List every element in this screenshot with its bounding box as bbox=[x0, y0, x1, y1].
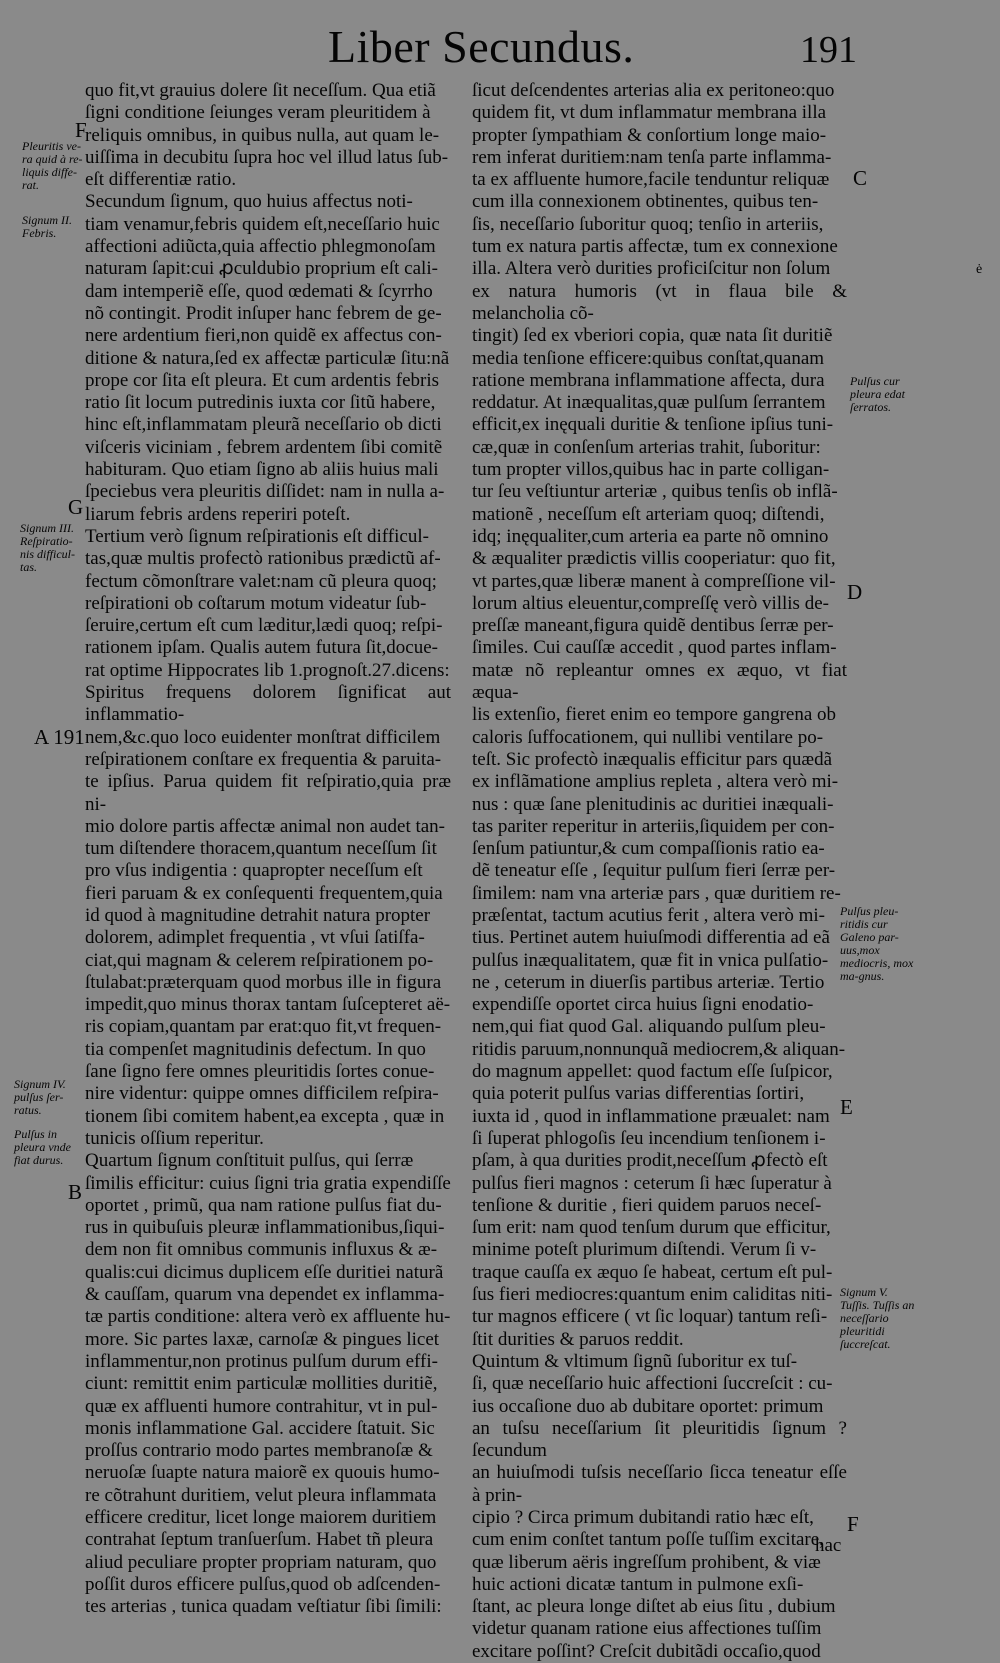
text-line: ex natura humoris (vt in flaua bile & melancholia cõ- bbox=[472, 280, 847, 324]
margin-note-pulsus-pleuritidis: Pulſus pleu-ritidis cur Galeno par-uus,mox mediocris, mox ma-gnus. bbox=[840, 904, 914, 983]
text-line: nem,&c.quo loco euidenter monſtrat difficilem bbox=[85, 726, 441, 748]
text-line: an huiuſmodi tuſsis neceſſario ſicca teneatur eſſe à prin- bbox=[472, 1462, 847, 1506]
text-line: pſam, à qua durities prodit,neceſſum ꝓfectò eſt bbox=[472, 1150, 828, 1172]
text-line: quidem fit, vt dum inflammatur membrana illa bbox=[472, 102, 827, 124]
text-line: impedit,quo minus thorax tantam ſuſcepteret aë- bbox=[85, 994, 451, 1016]
text-line: pulſus fieri magnos : ceterum ſi hæc ſuperatur à bbox=[472, 1172, 832, 1194]
text-line: pro vſus indigentia : quapropter neceſſum eſt bbox=[85, 860, 423, 882]
page-number: 191 bbox=[800, 29, 857, 71]
text-line: reddatur. At inæqualitas,quæ pulſum ſerrantem bbox=[472, 392, 826, 414]
text-line: fectum cõmonſtrare valet:nam cũ pleura quoq; bbox=[85, 570, 437, 592]
text-line: huic actioni dicatæ tantum in pulmone exſi- bbox=[472, 1573, 804, 1595]
text-line: efficit,ex inęquali duritie & tenſione ipſius tuni- bbox=[472, 414, 834, 436]
text-line: præſentat, tactum acutius ferit , altera verò mi- bbox=[472, 904, 825, 926]
section-letter-f2: F bbox=[847, 1512, 859, 1536]
section-letter-b: B bbox=[68, 1180, 83, 1204]
text-line: mio dolore partis affectæ animal non audet tan- bbox=[85, 815, 446, 837]
text-line: ciat,qui magnam & celerem reſpirationem po- bbox=[85, 949, 434, 971]
text-line: cum enim conſtet tantum poſſe tuſſim excitare, bbox=[472, 1529, 824, 1551]
text-line: fieri paruam & ex conſequenti frequentem,quia bbox=[85, 882, 443, 904]
text-line: illa. Altera verò durities proficiſcitur non ſolum bbox=[472, 258, 831, 280]
text-line: ſigni conditione ſeiunges veram pleuritidem à bbox=[85, 102, 431, 124]
text-line: tenſione & duritie , fieri quidem paruos neceſ- bbox=[472, 1194, 822, 1216]
text-line: tius. Pertinet autem huiuſmodi differentia ad eã bbox=[472, 927, 830, 949]
text-line: tes arterias , tunica quadam veſtiatur ſibi ſimili: bbox=[85, 1596, 442, 1618]
margin-note-signum-2: Signum II. Febris. bbox=[22, 213, 72, 240]
text-line: rat optime Hippocrates lib 1.prognoſt.27.dicens: bbox=[85, 659, 450, 681]
text-line: poſſit duros efficere pulſus,quod ob adſcenden- bbox=[85, 1573, 441, 1595]
text-line: cæ,quæ in conſenſum arterias trahit, ſuboritur: bbox=[472, 436, 821, 458]
text-line: lis extenſio, fieret enim eo tempore gangrena ob bbox=[472, 704, 837, 726]
text-line: tingit) ſed ex vberiori copia, quæ nata ſit duritiẽ bbox=[472, 325, 833, 347]
text-line: ne , ceterum in diuerſis partibus arteriæ. Tertio bbox=[472, 971, 825, 993]
text-line: nus : quæ ſane plenitudinis ac duritiei inæquali- bbox=[472, 793, 834, 815]
running-title: Liber Secundus. bbox=[328, 21, 635, 72]
text-line: Secundum ſignum, quo huius affectus noti- bbox=[85, 191, 413, 213]
text-line: teſt. Sic profectò inæqualis efficitur pars quædã bbox=[472, 748, 833, 770]
margin-note-pulsus-durus: Pulſus in pleura vnde fiat durus. bbox=[14, 1127, 71, 1167]
text-line: excitare poſſint? Creſcit dubitãdi occaſio,quod bbox=[472, 1640, 821, 1662]
text-line: Spiritus frequens dolorem ſignificat aut inflammatio- bbox=[85, 682, 451, 726]
text-line: tunicis oſſium reperitur. bbox=[85, 1127, 264, 1149]
text-line: qualis:cui dicimus duplicem eſſe duritiei naturã bbox=[85, 1261, 444, 1283]
text-line: efficere creditur, licet longe maiorem duritiem bbox=[85, 1507, 437, 1528]
text-line: ſis, neceſſario ſuboritur quoq; tenſio in arteriis, bbox=[472, 213, 824, 235]
text-line: tionem ſibi comitem habent,ea excepta , quæ in bbox=[85, 1105, 445, 1127]
text-line: tur ſeu veſtiuntur arteriæ , quibus tenſis ob inflã- bbox=[472, 481, 838, 503]
text-line: ris copiam,quantam par erat:quo fit,vt frequen- bbox=[85, 1016, 442, 1038]
text-line: monis inflammatione Gal. accidere ſtatuit. Sic bbox=[85, 1417, 435, 1439]
side-mark: ė bbox=[976, 262, 983, 277]
text-line: iuxta id , quod in inflammatione præualet: nam bbox=[472, 1105, 830, 1127]
text-line: tas,quæ multis profectò rationibus prædictũ af- bbox=[85, 548, 441, 570]
margin-note-pulsus-serratos: Pulſus cur pleura edat ſerratos. bbox=[850, 374, 905, 414]
section-letter-e: E bbox=[840, 1095, 853, 1119]
text-line: viſceris viciniam , febrem ardentem ſibi comitẽ bbox=[85, 436, 443, 458]
text-line: nere ardentium fieri,non quidẽ ex affectus con- bbox=[85, 325, 442, 347]
section-letter-g: G bbox=[68, 495, 84, 519]
section-letter-f: F bbox=[75, 118, 87, 142]
text-line: te ipſius. Parua quidem fit reſpiratio,quia præ ni- bbox=[85, 771, 451, 815]
text-line: ſtant, ac pleura longe diſtet ab eius ſitu , dubium bbox=[472, 1596, 836, 1618]
text-line: Tertium verò ſignum reſpirationis eſt difficul- bbox=[85, 525, 429, 547]
text-line: minime poteſt plurimum diſtendi. Verum ſi v- bbox=[472, 1239, 817, 1261]
text-line: ſi, quæ neceſſario huic affectioni ſuccreſcit : cu- bbox=[472, 1373, 833, 1395]
text-line: oportet , primũ, qua nam ratione pulſus fiat du- bbox=[85, 1194, 442, 1216]
text-line: nõ contingit. Prodit inſuper hanc febrem de ge- bbox=[85, 302, 442, 324]
text-line: liarum febris ardens reperiri poteſt. bbox=[85, 503, 351, 525]
text-line: tum propter villos,quibus hac in parte colligan- bbox=[472, 459, 830, 481]
text-line: an tuſsu neceſſarium ſit pleuritidis ſignum ? ſecundum bbox=[472, 1417, 847, 1462]
text-line: reſpirationi ob coſtarum motum videatur ſub- bbox=[85, 592, 427, 614]
catchword: hac bbox=[815, 1535, 842, 1556]
text-line: eſt differentiæ ratio. bbox=[85, 169, 237, 191]
text-line: ſi ſuperat phlogoſis ſeu incendium tenſionem i- bbox=[472, 1127, 826, 1149]
text-line: media tenſione efficere:quibus conſtat,quanam bbox=[472, 347, 825, 369]
text-line: ratio ſit locum putredinis iuxta cor ſitũ habere, bbox=[85, 392, 436, 414]
text-line: rem inferat duritiem:nam tenſa parte inflamma- bbox=[472, 146, 832, 168]
text-line: tas pariter reperitur in arteriis,ſiquidem per con- bbox=[472, 815, 835, 837]
text-line: quo fit,vt grauius dolere ſit neceſſum. Qua etiã bbox=[85, 80, 436, 101]
text-line: ſeruire,certum eſt cum læditur,lædi quoq; reſpi- bbox=[85, 615, 443, 637]
text-line: ditione & natura,ſed ex affectæ particulæ ſitu:nã bbox=[85, 347, 450, 369]
text-line: preſſæ maneant,figura quidẽ dentibus ſerræ per- bbox=[472, 615, 834, 637]
text-line: reſpirationem conſtare ex frequentia & paruita- bbox=[85, 748, 442, 770]
text-line: lorum altius eleuentur,compreſſę verò villis de- bbox=[472, 592, 829, 614]
text-line: habituram. Quo etiam ſigno ab aliis huius mali bbox=[85, 459, 439, 481]
text-line: ſus fieri mediocres:quantum enim caliditas niti- bbox=[472, 1284, 833, 1306]
text-line: inflammentur,non protinus pulſum durum effi- bbox=[85, 1350, 438, 1372]
text-line: dolorem, adimplet frequentia , vt vſui ſatiſfa- bbox=[85, 927, 425, 949]
text-line: ſenſum patiuntur,& cum compaſſionis ratio ea- bbox=[472, 838, 825, 860]
text-line: dẽ teneatur eſſe , ſequitur pulſum fieri ſerræ per- bbox=[472, 860, 836, 882]
text-line: ciunt: remittit enim particulæ mollities duritiẽ, bbox=[85, 1373, 438, 1395]
text-line: proſſus contrario modo partes membranoſæ & bbox=[85, 1440, 433, 1462]
text-line: traque cauſſa ex æquo ſe habeat, certum eſt pul- bbox=[472, 1261, 833, 1283]
margin-note-signum-5: Signum V. Tuſſis. Tuſſis an neceſſario pleuritidi ſuccreſcat. bbox=[840, 1285, 915, 1351]
text-line: aliud peculiare propter propriam naturam, quo bbox=[85, 1551, 437, 1573]
text-line: Quintum & vltimum ſignũ ſuboritur ex tuſ- bbox=[472, 1350, 798, 1372]
left-text-column bbox=[85, 80, 451, 1618]
text-line: tæ partis conditione: altera verò ex affluente hu- bbox=[85, 1306, 451, 1328]
text-line: & æqualiter prædictis villis cooperiatur: quo fit, bbox=[472, 548, 836, 570]
margin-note-signum-4: Signum IV. pulſus ſer-ratus. bbox=[14, 1077, 66, 1117]
text-line: idq; inęqualiter,cum arteria ea parte nõ omnino bbox=[472, 525, 829, 547]
text-line: cipio ? Circa primum dubitandi ratio hæc eſt, bbox=[472, 1507, 814, 1528]
text-line: ratione membrana inflammatione affecta, dura bbox=[472, 369, 825, 391]
right-text-column bbox=[472, 80, 847, 1663]
text-line: propter ſympathiam & conſortium longe maio- bbox=[472, 124, 827, 146]
text-line: ritidis paruum,nonnunquã mediocrem,& aliquan- bbox=[472, 1038, 846, 1060]
text-line: cum illa connexionem obtinentes, quibus ten- bbox=[472, 191, 819, 213]
text-line: nire videntur: quippe omnes difficilem reſpira- bbox=[85, 1083, 439, 1105]
text-line: dem non fit omnibus communis influxus & æ- bbox=[85, 1239, 438, 1261]
text-line: rationem ipſam. Qualis autem futura ſit,docue- bbox=[85, 637, 438, 659]
text-line: do magnum appellet: quod factum eſſe ſuſpicor, bbox=[472, 1061, 833, 1083]
text-line: prope cor ſita eſt pleura. Et cum ardentis febris bbox=[85, 369, 440, 391]
text-line: pulſus inæqualitatem, quæ fit in vnica pulſatio- bbox=[472, 949, 829, 971]
text-line: mationẽ , neceſſum eſt arteriam quoq; diſtendi, bbox=[472, 503, 825, 525]
text-line: re cõtrahunt duritiem, velut pleura inflammata bbox=[85, 1484, 437, 1506]
text-line: ſimiles. Cui cauſſæ accedit , quod partes inflam- bbox=[472, 637, 837, 659]
text-line: ex inflãmatione amplius repleta , altera verò mi- bbox=[472, 771, 839, 793]
text-line: ſimilis efficitur: cuius ſigni tria gratia expendiſſe bbox=[85, 1172, 451, 1194]
text-line: ſtit durities & paruos reddit. bbox=[472, 1328, 684, 1350]
text-line: id quod à magnitudine detrahit natura propter bbox=[85, 904, 431, 926]
text-line: quæ liberum aëris ingreſſum prohibent, & viæ bbox=[472, 1551, 821, 1573]
text-line: ius occaſione duo ab dubitare oportet: primum bbox=[472, 1395, 824, 1417]
section-letter-d: D bbox=[847, 580, 863, 604]
margin-note-pleuritis: Pleuritis ve-ra quid à re-liquis diffe-rat. bbox=[22, 139, 83, 192]
text-line: naturam ſapit:cui ꝓculdubio proprium eſt cali- bbox=[85, 258, 438, 280]
text-line: dam intemperiẽ eſſe, quod œdemati & ſcyrrho bbox=[85, 280, 433, 302]
text-line: quæ ex affluenti humore contrahitur, vt in pul- bbox=[85, 1395, 438, 1417]
text-line: contrahat ſeptum tranſuerſum. Habet tñ pleura bbox=[85, 1529, 434, 1551]
section-letter-a: A 191 bbox=[34, 725, 85, 749]
text-line: expendiſſe oportet circa huius ſigni enodatio- bbox=[472, 994, 814, 1016]
text-line: ſpeciebus vera pleuritis diſſidet: nam in nulla a- bbox=[85, 481, 445, 503]
text-line: ſum erit: nam quod tenſum durum que efficitur, bbox=[472, 1217, 831, 1239]
text-line: ta ex affluente humore,facile tenduntur reliquæ bbox=[472, 169, 830, 191]
text-line: nem,qui fiat quod Gal. aliquando pulſum pleu- bbox=[472, 1016, 826, 1038]
text-line: reliquis omnibus, in quibus nulla, aut quam le- bbox=[85, 124, 440, 146]
text-line: affectioni adiũcta,quia affectio phlegmonoſam bbox=[85, 236, 436, 258]
text-line: tur magnos efficere ( vt ſic loquar) tantum reſi- bbox=[472, 1306, 828, 1328]
text-line: tia compenſet magnitudinis defectum. In quo bbox=[85, 1038, 426, 1060]
text-line: tiam venamur,febris quidem eſt,neceſſario huic bbox=[85, 213, 440, 235]
text-line: vt partes,quæ liberæ manent à compreſſione vil- bbox=[472, 570, 836, 592]
text-line: Quartum ſignum conſtituit pulſus, qui ſerræ bbox=[85, 1150, 414, 1172]
text-line: tum diſtendere thoracem,quantum neceſſum ſit bbox=[85, 838, 437, 860]
text-line: videtur quanam ratione eius affectiones tuſſim bbox=[472, 1618, 822, 1640]
text-line: uiſſima in decubitu ſupra hoc vel illud latus ſub- bbox=[85, 146, 449, 168]
text-line: tum ex natura partis affectæ, tum ex connexione bbox=[472, 236, 838, 258]
text-line: & cauſſam, quarum vna dependet ex inflamma- bbox=[85, 1284, 445, 1306]
text-line: matæ nõ repleantur omnes ex æquo, vt fiat æqua- bbox=[472, 659, 847, 704]
text-line: ſimilem: nam vna arteriæ pars , quæ duritiem re- bbox=[472, 882, 841, 904]
text-line: hinc eſt,inflammatam pleurã neceſſario ob dicti bbox=[85, 414, 442, 436]
section-letter-c: C bbox=[853, 166, 868, 190]
text-line: ſane ſigno fere omnes pleuritidis ſortes conue- bbox=[85, 1061, 435, 1083]
margin-note-signum-3: Signum III. Reſpiratio-nis difficul-tas. bbox=[20, 521, 75, 574]
text-line: neruoſæ ſuapte natura maiorẽ ex quouis humo- bbox=[85, 1462, 440, 1484]
text-line: ſicut deſcendentes arterias alia ex peritoneo:quo bbox=[472, 80, 835, 101]
text-line: caloris ſuffocationem, qui nullibi ventilare po- bbox=[472, 726, 824, 748]
text-line: quia poterit pulſus varias differentias ſortiri, bbox=[472, 1083, 805, 1105]
text-line: ſtulabat:præterquam quod morbus ille in figura bbox=[85, 971, 442, 993]
text-line: rus in quibuſuis pleuræ inflammationibus,ſiqui- bbox=[85, 1217, 445, 1239]
text-line: more. Sic partes laxæ, carnoſæ & pingues licet bbox=[85, 1328, 440, 1350]
